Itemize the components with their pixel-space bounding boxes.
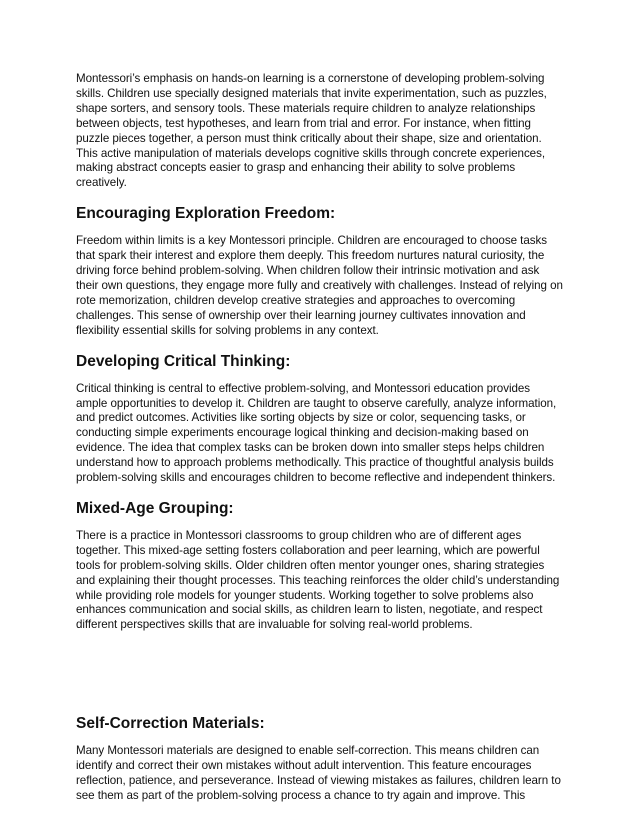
section-heading-self-correction: Self-Correction Materials: (76, 715, 265, 733)
document-page (76, 72, 566, 804)
section-paragraph-self-correction: Many Montessori materials are designed to enable self-correction. This means children can identify and correct their own mistakes without adult intervention. This feature encourages reflection, patience, and perseverance. Instead of viewing mistakes as failures, children learn to see them as part of the problem-solving process a chance to try again and improve. This (76, 744, 561, 802)
section-heading-mixed-age-grouping: Mixed-Age Grouping: (76, 499, 234, 517)
section-heading-critical-thinking: Developing Critical Thinking: (76, 352, 291, 370)
intro-paragraph: Montessori’s emphasis on hands-on learning is a cornerstone of developing problem-solving skills. Children use specially designed materials that invite experimentation, such as puzzles, shape sorters, and sensory tools. These materials require children to analyze relationships between objects, test hypotheses, and learn from trial and error. For instance, when fitting puzzle pieces together, a person must think critically about their shape, size and orientation. This active manipulation of materials develops cognitive skills through concrete experiences, making abstract concepts easier to grasp and enhancing their ability to solve problems creatively. (76, 72, 547, 190)
section-paragraph-exploration-freedom: Freedom within limits is a key Montessori principle. Children are encouraged to choose tasks that spark their interest and explore them deeply. This freedom nurtures natural curiosity, the driving force behind problem-solving. When children follow their intrinsic motivation and ask their own questions, they engage more fully and creatively with challenges. Instead of relying on rote memorization, children develop creative strategies and approaches to overcoming challenges. This sense of ownership over their learning journey cultivates innovation and flexibility essential skills for solving problems in any context. (76, 234, 563, 337)
section-paragraph-critical-thinking: Critical thinking is central to effective problem-solving, and Montessori education provides ample opportunities to develop it. Children are taught to observe carefully, analyze information, and predict outcomes. Activities like sorting objects by size or color, sequencing tasks, or conducting simple experiments encourage logical thinking and decision-making based on evidence. The idea that complex tasks can be broken down into smaller steps helps children understand how to approach problems methodically. This practice of thoughtful analysis builds problem-solving skills and encourages children to become reflective and independent thinkers. (76, 381, 557, 485)
section-paragraph-mixed-age-grouping: There is a practice in Montessori classrooms to group children who are of different ages together. This mixed-age setting fosters collaboration and peer learning, which are powerful tools for problem-solving skills. Older children often mentor younger ones, sharing strategies and explaining their thought processes. This teaching reinforces the older child’s understanding while providing role models for younger students. Working together to solve problems also enhances communication and social skills, as children learn to listen, negotiate, and respect different perspectives skills that are invaluable for solving real-world problems. (76, 528, 560, 632)
section-heading-exploration-freedom: Encouraging Exploration Freedom: (76, 205, 336, 223)
